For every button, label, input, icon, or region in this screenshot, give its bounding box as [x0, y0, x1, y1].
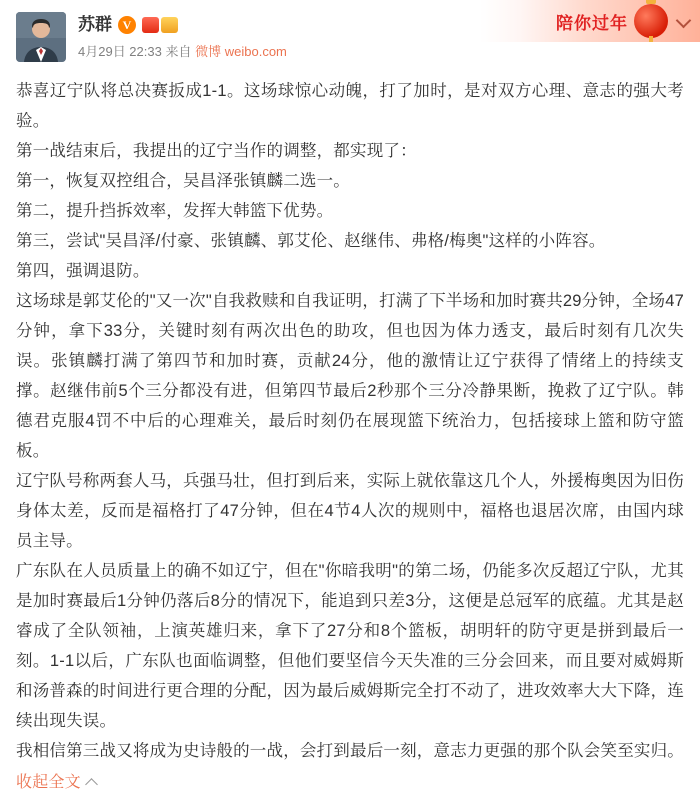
post-paragraph: 第二，提升挡拆效率，发挥大韩篮下优势。: [16, 202, 334, 220]
author-medals: [142, 17, 178, 33]
post-source-site[interactable]: weibo.com: [224, 44, 287, 59]
post-timestamp[interactable]: 4月29日 22:33: [78, 44, 162, 59]
post-paragraph: 第四，强调退防。: [16, 262, 150, 280]
post-paragraph-last: [16, 736, 684, 798]
post-paragraph: 第三，尝试"吴昌泽/付豪、张镇麟、郭艾伦、赵继伟、弗格/梅奥"这样的小阵容。: [16, 232, 606, 250]
collapse-full-text-link[interactable]: 收起全文: [16, 774, 81, 791]
post-paragraph: 辽宁队号称两套人马，兵强马壮，但打到后来，实际上就依靠这几个人，外援梅奥因为旧伤身体太差，反而是福格打了47分钟，但在4节4人次的规则中，福格也退居次席，由国内球员主导。: [16, 472, 684, 550]
medal-badge-red-icon: [142, 17, 159, 33]
post-paragraph: 恭喜辽宁队将总决赛扳成1-1。这场球惊心动魄，打了加时，是对双方心理、意志的强大考验。: [16, 82, 684, 130]
post-paragraph: 这场球是郭艾伦的"又一次"自我救赎和自我证明，打满了下半场和加时赛共29分钟，全场47分钟，拿下33分，关键时刻有两次出色的助攻，但也因为体力透支，最后时刻有几次失误。张镇麟打满了第四节和加时赛，贡献24分，他的激情让辽宁获得了情绪上的持续支撑。赵继伟前5个三分都没有进，但第四节最后2秒那个三分冷静果断，挽救了辽宁队。韩德君克服4罚不中后的心理难关，最后时刻仍在展现篮下统治力，包括接球上篮和防守篮板。: [16, 292, 684, 460]
post-header: [16, 12, 684, 62]
post-paragraph: 广东队在人员质量上的确不如辽宁，但在"你暗我明"的第二场，仍能多次反超辽宁队，尤其是加时赛最后1分钟仍落后8分的情况下，能追到只差3分，这便是总冠军的底蕴。尤其是赵睿成了全队领袖，上演英雄归来，拿下了27分和8个篮板，胡明轩的防守更是拼到最后一刻。1-1以后，广东队也面临调整，但他们要坚信今天失准的三分会回来，而且要对威姆斯和汤普森的时间进行更合理的分配，因为最后威姆斯完全打不动了，进攻效率大大下降，连续出现失误。: [16, 562, 684, 730]
post-source-prefix: 来自: [165, 44, 192, 59]
post-content: [16, 76, 684, 798]
post-meta: [78, 43, 287, 61]
verified-badge-icon: V: [118, 16, 136, 34]
author-row: [78, 13, 287, 37]
author-name[interactable]: 苏群: [78, 15, 112, 34]
avatar[interactable]: [16, 12, 66, 62]
post-source-link[interactable]: 微博: [195, 44, 222, 59]
post-paragraph: 第一战结束后，我提出的辽宁当作的调整，都实现了：: [16, 142, 417, 160]
promo-text: 陪你过年: [556, 13, 628, 33]
medal-badge-gold-icon: [161, 17, 178, 33]
post-header-right: [78, 12, 287, 61]
post-paragraph-text: 我相信第三战又将成为史诗般的一战，会打到最后一刻，意志力更强的那个队会笑至实归。: [16, 742, 684, 760]
caret-up-icon[interactable]: [85, 776, 99, 790]
post-paragraph: 第一，恢复双控组合，吴昌泽张镇麟二选一。: [16, 172, 350, 190]
collapse-control[interactable]: [16, 768, 99, 798]
